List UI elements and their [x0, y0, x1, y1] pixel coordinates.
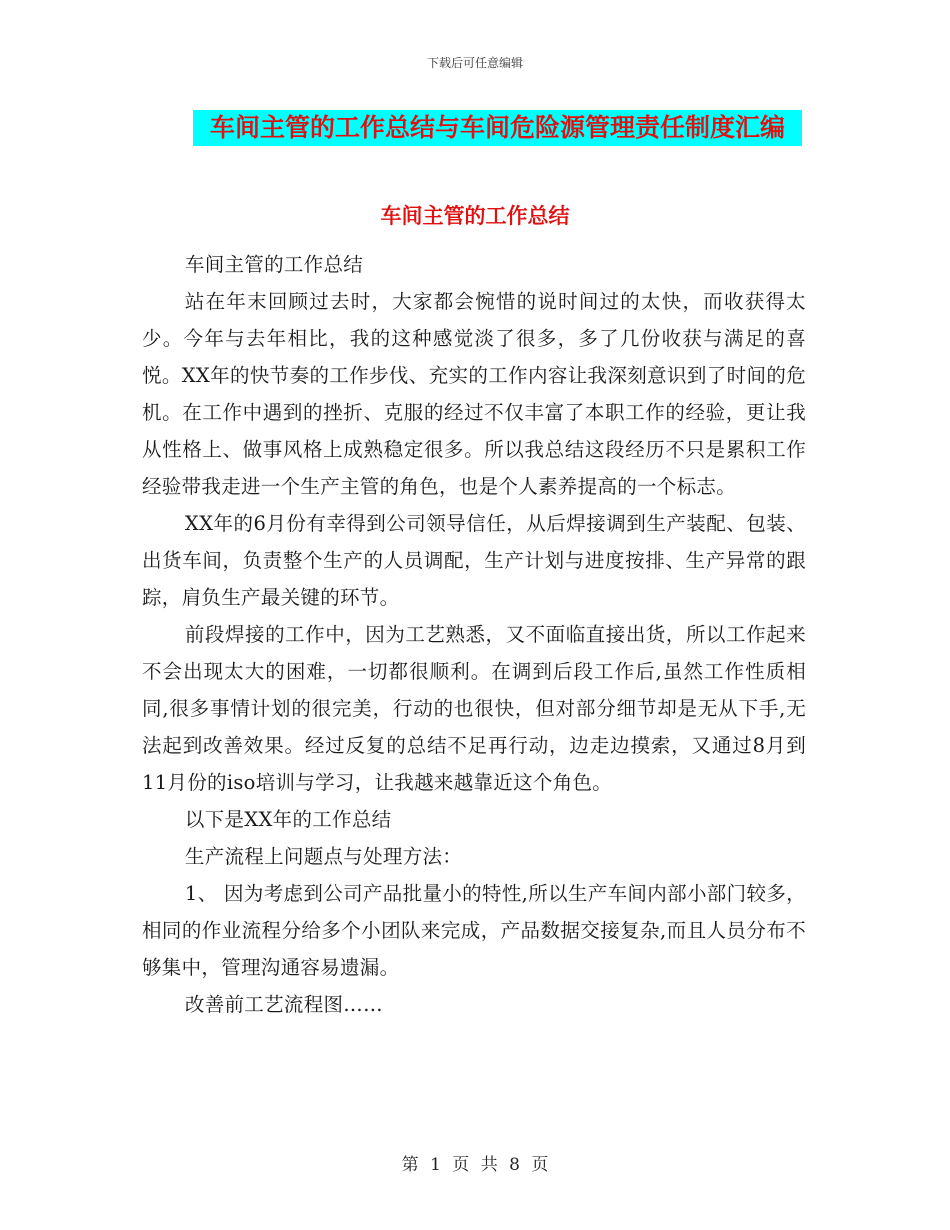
- paragraph: 站在年末回顾过去时，大家都会惋惜的说时间过的太快，而收获得太少。今年与去年相比，我的这种感觉淡了很多，多了几份收获与满足的喜悦。XX年的快节奏的工作步伐、充实的工作内容让我深刻意识到了时间的危机。在工作中遇到的挫折、克服的经过不仅丰富了本职工作的经验，更让我从性格上、做事风格上成熟稳定很多。所以我总结这段经历不只是累积工作经验带我走进一个生产主管的角色，也是个人素养提高的一个标志。: [142, 290, 806, 498]
- paragraph: 改善前工艺流程图……: [184, 993, 383, 1016]
- paragraph: 生产流程上问题点与处理方法：: [184, 845, 463, 868]
- paragraph: 1、 因为考虑到公司产品批量小的特性,所以生产车间内部小部门较多，相同的作业流程分给多个小团队来完成，产品数据交接复杂,而且人员分布不够集中，管理沟通容易遗漏。: [142, 882, 806, 979]
- page-number-footer: 第 1 页 共 8 页: [401, 1155, 549, 1175]
- paragraph: 车间主管的工作总结: [184, 253, 364, 276]
- section-title: 车间主管的工作总结: [380, 204, 570, 228]
- main-title: 车间主管的工作总结与车间危险源管理责任制度汇编: [193, 110, 802, 146]
- body-text: [142, 246, 806, 1023]
- header-note: 下载后可任意编辑: [426, 56, 523, 70]
- paragraph: 以下是XX年的工作总结: [184, 808, 392, 831]
- paragraph: XX年的6月份有幸得到公司领导信任，从后焊接调到生产装配、包装、出货车间，负责整个生产的人员调配，生产计划与进度按排、生产异常的跟踪，肩负生产最关键的环节。: [142, 512, 806, 609]
- paragraph: 前段焊接的工作中，因为工艺熟悉，又不面临直接出货，所以工作起来不会出现太大的困难，一切都很顺利。在调到后段工作后,虽然工作性质相同,很多事情计划的很完美，行动的也很快，但对部分细节却是无从下手,无法起到改善效果。经过反复的总结不足再行动，边走边摸索，又通过8月到11月份的iso培训与学习，让我越来越靠近这个角色。: [142, 623, 806, 794]
